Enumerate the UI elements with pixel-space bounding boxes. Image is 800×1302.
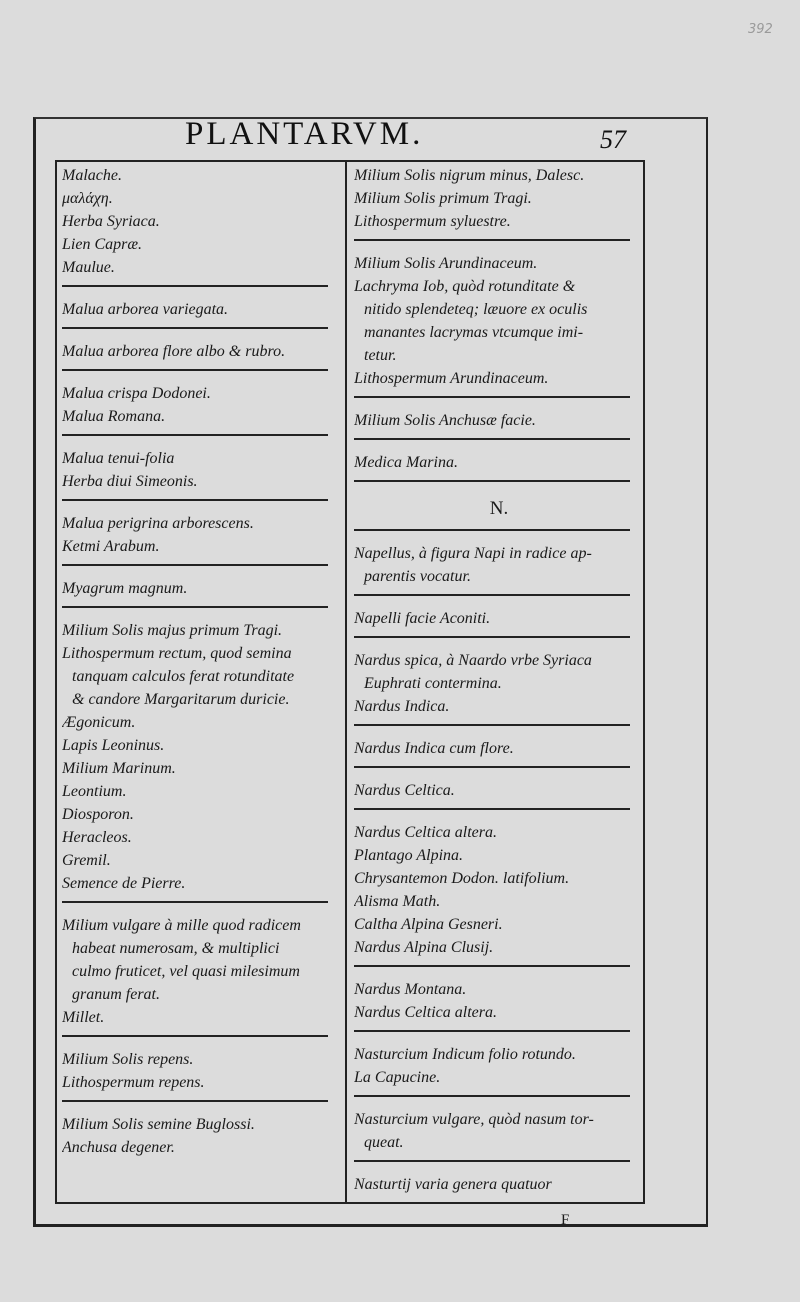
entry-line: Milium Solis Arundinaceum.	[354, 255, 538, 272]
rule-separator	[62, 499, 328, 501]
entry-line: Malua perigrina arborescens.	[62, 515, 254, 532]
rule-separator	[354, 529, 630, 531]
entry-line: Semence de Pierre.	[62, 875, 186, 892]
rule-separator	[62, 327, 328, 329]
entry-line: tanquam calculos ferat rotunditate	[72, 668, 295, 685]
entry-group	[354, 645, 644, 733]
entry-line: parentis vocatur.	[364, 568, 471, 585]
rule-separator	[354, 239, 630, 241]
entry-line: Malua tenui-folia	[62, 450, 175, 467]
entry-line: Malua crispa Dodonei.	[62, 385, 211, 402]
entry-group	[62, 336, 342, 378]
entry-group	[62, 443, 342, 508]
entry-line: Malua arborea variegata.	[62, 301, 229, 318]
entry-line: Diosporon.	[62, 806, 134, 823]
entry-line: Herba diui Simeonis.	[62, 473, 198, 490]
entry-line: Herba Syriaca.	[62, 213, 160, 230]
entry-group	[354, 1039, 644, 1104]
rule-separator	[354, 965, 630, 967]
entry-line: Nasturcium Indicum folio rotundo.	[354, 1046, 576, 1063]
rule-separator	[354, 636, 630, 638]
entry-line: Caltha Alpina Gesneri.	[354, 916, 503, 933]
entry-group	[354, 489, 644, 538]
entry-group	[354, 160, 644, 248]
entry-group	[354, 447, 644, 489]
entry-line: Nasturcium vulgare, quòd nasum tor-	[354, 1111, 594, 1128]
entry-group	[62, 1044, 342, 1109]
entry-line: Malua arborea flore albo & rubro.	[62, 343, 286, 360]
rule-separator	[62, 434, 328, 436]
entry-line: Nardus spica, à Naardo vrbe Syriaca	[354, 652, 592, 669]
entry-line: manantes lacrymas vtcumque imi-	[364, 324, 584, 341]
rule-separator	[354, 1160, 630, 1162]
entry-line: Euphrati contermina.	[364, 675, 502, 692]
entry-group	[62, 378, 342, 443]
entry-line: Lithospermum syluestre.	[354, 213, 511, 230]
entry-line: La Capucine.	[354, 1069, 441, 1086]
entry-line: Milium Solis Anchusæ facie.	[354, 412, 536, 429]
entry-line: Chrysantemon Dodon. latifolium.	[354, 870, 570, 887]
entry-group	[354, 603, 644, 645]
entry-line: Medica Marina.	[354, 454, 458, 471]
entry-line: μαλάχη.	[62, 190, 113, 207]
entry-line: queat.	[364, 1134, 404, 1151]
entry-group	[354, 538, 644, 603]
entry-line: Malua Romana.	[62, 408, 166, 425]
right-column	[354, 160, 644, 1199]
entry-line: Nardus Montana.	[354, 981, 467, 998]
entry-group	[354, 733, 644, 775]
entry-line: Milium Marinum.	[62, 760, 176, 777]
entry-group	[62, 508, 342, 573]
entry-line: Napellus, à figura Napi in radice ap-	[354, 545, 592, 562]
page-number: 57	[600, 125, 626, 154]
rule-separator	[354, 480, 630, 482]
entry-line: tetur.	[364, 347, 397, 364]
entry-group	[354, 405, 644, 447]
entry-line: Lapis Leoninus.	[62, 737, 165, 754]
entry-group	[62, 1109, 342, 1162]
rule-separator	[62, 369, 328, 371]
entry-line: Gremil.	[62, 852, 111, 869]
entry-line: Myagrum magnum.	[62, 580, 188, 597]
entry-group	[354, 1169, 644, 1199]
rule-separator	[62, 901, 328, 903]
entry-group	[62, 615, 342, 910]
entry-line: Nardus Celtica altera.	[354, 1004, 497, 1021]
rule-separator	[354, 724, 630, 726]
entry-group	[354, 817, 644, 974]
entry-line: Milium Solis primum Tragi.	[354, 190, 532, 207]
entry-line: Alisma Math.	[354, 893, 441, 910]
entry-line: Ketmi Arabum.	[62, 538, 160, 555]
entry-line: Lien Capræ.	[62, 236, 143, 253]
entry-line: Lithospermum Arundinaceum.	[354, 370, 549, 387]
page-title: PLANTARVM.	[185, 116, 424, 152]
entry-line: Milium vulgare à mille quod radicem	[62, 917, 301, 934]
entry-group	[354, 775, 644, 817]
entry-line: Lachryma Iob, quòd rotunditate &	[354, 278, 576, 295]
entry-line: Milium Solis majus primum Tragi.	[62, 622, 283, 639]
entry-line: Milium Solis nigrum minus, Dalesc.	[354, 167, 585, 184]
entry-line: & candore Margaritarum duricie.	[72, 691, 290, 708]
entry-line: Malache.	[62, 167, 122, 184]
entry-line: Lithospermum repens.	[62, 1074, 205, 1091]
entry-line: Leontium.	[62, 783, 127, 800]
entry-line: Maulue.	[62, 259, 115, 276]
rule-separator	[354, 1030, 630, 1032]
entry-line: Millet.	[62, 1009, 105, 1026]
entry-line: Milium Solis repens.	[62, 1051, 194, 1068]
entry-line: Nardus Celtica altera.	[354, 824, 497, 841]
entry-group	[62, 160, 342, 294]
entry-line: Ægonicum.	[62, 714, 136, 731]
entry-line: Napelli facie Aconiti.	[354, 610, 491, 627]
entry-line: culmo fruticet, vel quasi milesimum	[72, 963, 300, 980]
left-column	[62, 160, 342, 1162]
rule-separator	[354, 808, 630, 810]
entry-group	[62, 573, 342, 615]
rule-separator	[62, 1035, 328, 1037]
entry-line: Nasturtij varia genera quatuor	[354, 1176, 552, 1193]
signature-mark: F	[561, 1212, 570, 1228]
entry-line: Heracleos.	[62, 829, 132, 846]
rule-separator	[354, 594, 630, 596]
entry-line: Milium Solis semine Buglossi.	[62, 1116, 255, 1133]
rule-separator	[62, 285, 328, 287]
rule-separator	[62, 606, 328, 608]
entry-line: Nardus Indica cum flore.	[354, 740, 514, 757]
entry-group	[62, 910, 342, 1044]
entry-line: nitido splendeteq; læuore ex oculis	[364, 301, 588, 318]
rule-separator	[62, 1100, 328, 1102]
rule-separator	[62, 564, 328, 566]
entry-line: Nardus Celtica.	[354, 782, 455, 799]
entry-line: habeat numerosam, & multiplici	[72, 940, 280, 957]
entry-group	[354, 248, 644, 405]
column-divider	[345, 160, 347, 1204]
entry-group	[62, 294, 342, 336]
section-letter: N.	[489, 498, 509, 519]
rule-separator	[354, 396, 630, 398]
entry-line: Lithospermum rectum, quod semina	[62, 645, 292, 662]
entry-group	[354, 974, 644, 1039]
entry-line: granum ferat.	[72, 986, 160, 1003]
entry-line: Plantago Alpina.	[354, 847, 464, 864]
pencil-folio-note: 392	[748, 22, 773, 37]
rule-separator	[354, 438, 630, 440]
entry-group	[354, 1104, 644, 1169]
rule-separator	[354, 1095, 630, 1097]
entry-line: Nardus Indica.	[354, 698, 450, 715]
rule-separator	[354, 766, 630, 768]
entry-line: Nardus Alpina Clusij.	[354, 939, 494, 956]
entry-line: Anchusa degener.	[62, 1139, 175, 1156]
